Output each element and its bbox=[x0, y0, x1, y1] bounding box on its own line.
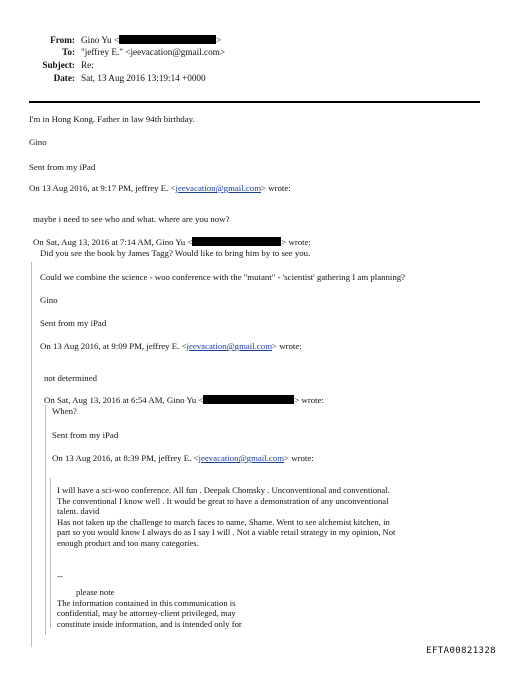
sent-from-line: Sent from my iPad bbox=[40, 318, 107, 328]
sent-from-line: Sent from my iPad bbox=[29, 162, 96, 172]
date-label: Date: bbox=[53, 73, 75, 83]
redaction-block bbox=[192, 237, 281, 246]
note-line: please note bbox=[76, 587, 115, 597]
to-row bbox=[0, 47, 512, 58]
message-line: not determined bbox=[44, 373, 98, 383]
from-row bbox=[0, 35, 512, 46]
redaction-block bbox=[119, 35, 216, 44]
body-line: Has not taken up the challenge to march faces to name, Shame. Went to see alchemist kitchen, in bbox=[57, 516, 390, 527]
date-value: Sat, 13 Aug 2016 13:19:14 +0000 bbox=[81, 73, 206, 83]
subject-row bbox=[0, 60, 512, 71]
to-label: To: bbox=[62, 47, 75, 57]
from-value: Gino Yu < bbox=[81, 35, 120, 45]
message-line: When? bbox=[52, 406, 77, 416]
note-line: constitute inside information, and is intended only for bbox=[57, 618, 242, 629]
signature: Gino bbox=[40, 295, 58, 305]
signature: Gino bbox=[29, 137, 47, 147]
subject-label: Subject: bbox=[42, 60, 75, 70]
email-link[interactable]: jeevacation@gmail.com bbox=[198, 453, 285, 463]
to-value: "jeffrey E." <jeevacation@gmail.com> bbox=[81, 47, 226, 57]
message-body bbox=[57, 485, 395, 549]
body-line: talent. david bbox=[57, 506, 100, 517]
header-divider bbox=[29, 101, 480, 103]
from-tail: > bbox=[216, 35, 222, 45]
message-line: I'm in Hong Kong. Father in law 94th birthday. bbox=[29, 114, 195, 124]
email-link[interactable]: jeevacation@gmail.com bbox=[175, 183, 262, 193]
quote-attribution: On Sat, Aug 13, 2016 at 6:54 AM, Gino Yu < > wrote: bbox=[44, 395, 324, 405]
quote-bar bbox=[31, 262, 32, 647]
quote-attribution: On 13 Aug 2016, at 8:39 PM, jeffrey E. <jeevacation@gmail.com> wrote: bbox=[52, 453, 314, 463]
document-id: EFTA00821328 bbox=[426, 646, 496, 656]
note-line: The information contained in this communication is bbox=[57, 597, 236, 608]
quote-attribution: On 13 Aug 2016, at 9:17 PM, jeffrey E. <jeevacation@gmail.com> wrote: bbox=[29, 183, 291, 193]
message-line: Could we combine the science - woo conference with the "mutant" - 'scientist' gathering I am planning? bbox=[40, 272, 406, 282]
quote-attribution: On Sat, Aug 13, 2016 at 7:14 AM, Gino Yu < > wrote: bbox=[33, 237, 311, 247]
date-row bbox=[0, 73, 512, 84]
signature-dash: -- bbox=[57, 571, 63, 581]
confidentiality-note bbox=[57, 587, 242, 629]
body-line: The conventional I know well . It would be great to have a demonstration of any unconventional bbox=[57, 495, 389, 506]
email-link[interactable]: jeevacation@gmail.com bbox=[186, 341, 273, 351]
body-line: enough product and too many categories. bbox=[57, 537, 199, 548]
body-line: I will have a sci-woo conference. All fun . Deepak Chomsky . Unconventional and conventional. bbox=[57, 485, 390, 495]
quote-attribution: On 13 Aug 2016, at 9:09 PM, jeffrey E. <jeevacation@gmail.com> wrote: bbox=[40, 341, 302, 351]
redaction-block bbox=[203, 395, 294, 404]
body-line: part so you would know I always do as I say I will . Not a viable retail strategy in my opinion, Not bbox=[57, 527, 396, 538]
message-line: Did you see the book by James Tagg? Would like to bring him by to see you. bbox=[40, 248, 311, 258]
message-line: maybe i need to see who and what. where are you now? bbox=[33, 214, 230, 224]
quote-bar bbox=[45, 405, 46, 635]
from-label: From: bbox=[50, 35, 75, 45]
note-line: confidential, may be attorney-client privileged, may bbox=[57, 608, 236, 619]
sent-from-line: Sent from my iPad bbox=[52, 430, 119, 440]
subject-value: Re: bbox=[81, 60, 94, 70]
quote-bar bbox=[50, 478, 51, 628]
